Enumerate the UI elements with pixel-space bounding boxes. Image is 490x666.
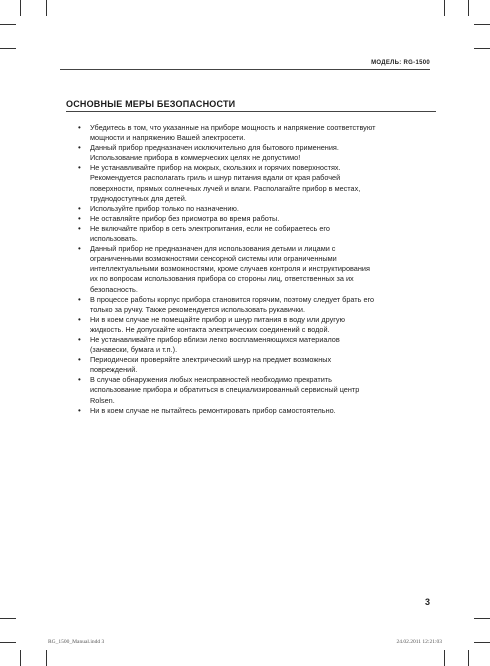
- list-item-text: Использование прибора в коммерческих целях не допустимо!: [90, 153, 301, 163]
- list-item-text: Не оставляйте прибор без присмотра во время работы.: [90, 213, 280, 223]
- list-item-text: жидкость. Не допускайте контакта электрических соединений с водой.: [90, 324, 330, 334]
- list-item-text: Ни в коем случае не помещайте прибор и шнур питания в воду или другую: [90, 314, 346, 324]
- list-item: [78, 314, 430, 335]
- crop-mark: [444, 0, 445, 16]
- list-item: [78, 143, 430, 163]
- crop-mark: [468, 0, 469, 16]
- list-item-text: ограниченными возможностями сенсорной системы или ограниченными: [90, 254, 337, 264]
- list-item: [78, 355, 430, 375]
- bullet-icon: •: [78, 355, 81, 365]
- bullet-icon: •: [78, 223, 81, 233]
- safety-list: [78, 123, 430, 416]
- bullet-icon: •: [78, 213, 81, 223]
- list-item-text: Ни в коем случае не пытайтесь ремонтировать прибор самостоятельно.: [90, 405, 336, 415]
- list-item: [78, 213, 430, 224]
- list-item-text: использование прибора и обратиться в специализированный сервисный центр: [90, 385, 360, 395]
- list-item-text: повреждений.: [90, 365, 138, 375]
- model-label: МОДЕЛЬ: RG-1500: [371, 60, 430, 66]
- header-divider: [60, 69, 430, 70]
- bullet-icon: •: [78, 123, 81, 132]
- bullet-icon: •: [78, 334, 81, 344]
- list-item: [78, 123, 430, 143]
- bullet-icon: •: [78, 203, 81, 213]
- crop-mark: [0, 48, 16, 49]
- list-item: [78, 223, 430, 244]
- list-item: [78, 294, 430, 315]
- list-item-text: интеллектуальными возможностями, кроме случаев контроля и инструктирования: [90, 264, 370, 274]
- crop-mark: [20, 650, 21, 666]
- crop-mark: [474, 642, 490, 643]
- list-item-text: поверхности, прямых солнечных лучей и влаги. Располагайте прибор в местах,: [90, 183, 361, 193]
- list-item-text: мощности и напряжению Вашей электросети.: [90, 133, 246, 143]
- bullet-icon: •: [78, 163, 81, 173]
- list-item-text: Не включайте прибор в сеть электропитания, если не собираетесь его: [90, 223, 330, 233]
- bullet-icon: •: [78, 143, 81, 153]
- list-item-text: безопасность.: [90, 284, 138, 294]
- crop-mark: [20, 0, 21, 16]
- list-item: [78, 163, 430, 203]
- list-item-text: Данный прибор не предназначен для использования детьми и лицами с: [90, 244, 336, 254]
- crop-mark: [468, 650, 469, 666]
- list-item-text: Используйте прибор только по назначению.: [90, 203, 239, 213]
- crop-mark: [0, 642, 16, 643]
- crop-mark: [474, 48, 490, 49]
- crop-mark: [0, 24, 16, 25]
- crop-mark: [474, 618, 490, 619]
- list-item-text: Не устанавливайте прибор вблизи легко воспламеняющихся материалов: [90, 334, 340, 344]
- crop-mark: [0, 618, 16, 619]
- crop-mark: [46, 0, 47, 16]
- section-title: ОСНОВНЫЕ МЕРЫ БЕЗОПАСНОСТИ: [66, 99, 436, 112]
- bullet-icon: •: [78, 405, 81, 415]
- list-item-text: их по вопросам использования прибора со стороны лиц, ответственных за их: [90, 274, 354, 284]
- bullet-icon: •: [78, 375, 81, 385]
- list-item-text: Данный прибор предназначен исключительно для бытового применения.: [90, 143, 339, 153]
- bullet-icon: •: [78, 294, 81, 304]
- list-item-text: В случае обнаружения любых неисправностей необходимо прекратить: [90, 375, 332, 385]
- list-item: [78, 405, 430, 416]
- list-item-text: Периодически проверяйте электрический шнур на предмет возможных: [90, 355, 332, 365]
- list-item-text: Не устанавливайте прибор на мокрых, скользких и горячих поверхностях.: [90, 163, 341, 173]
- list-item-text: Рекомендуется располагать гриль и шнур питания вдали от края рабочей: [90, 173, 341, 183]
- list-item-text: Убедитесь в том, что указанные на приборе мощность и напряжение соответствуют: [90, 123, 376, 132]
- bullet-icon: •: [78, 244, 81, 254]
- list-item: [78, 244, 430, 294]
- list-item: [78, 203, 430, 214]
- list-item-text: труднодоступных для детей.: [90, 193, 187, 203]
- footer-file-name: RG_1500_Manual.indd 3: [48, 639, 105, 645]
- list-item-text: В процессе работы корпус прибора становится горячим, поэтому следует брать его: [90, 294, 375, 304]
- crop-mark: [444, 650, 445, 666]
- list-item: [78, 375, 430, 405]
- list-item-text: использовать.: [90, 234, 138, 244]
- page-number: 3: [424, 597, 430, 607]
- list-item-text: Rolsen.: [90, 395, 115, 405]
- footer-timestamp: 24.02.2011 12:21:03: [396, 639, 442, 645]
- crop-mark: [46, 650, 47, 666]
- crop-mark: [474, 24, 490, 25]
- list-item-text: только за ручку. Также рекомендуется использовать рукавички.: [90, 304, 306, 314]
- list-item: [78, 334, 430, 355]
- bullet-icon: •: [78, 314, 81, 324]
- list-item-text: (занавески, бумага и т.п.).: [90, 345, 178, 355]
